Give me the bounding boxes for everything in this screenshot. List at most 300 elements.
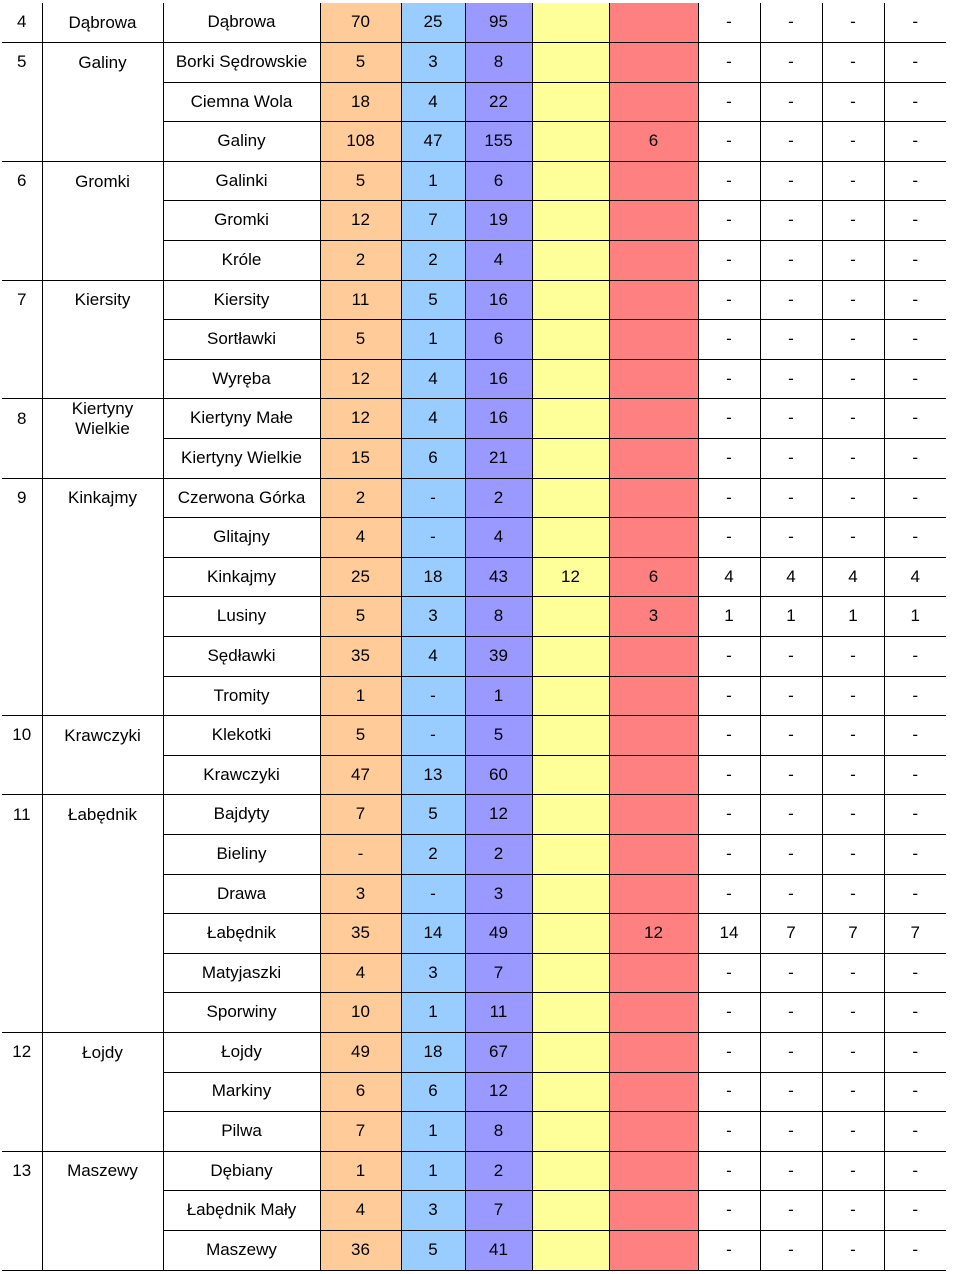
cell-number [2,439,42,479]
cell-value-c: 60 [465,755,532,795]
cell-value-i: - [884,478,946,518]
cell-value-d [532,597,609,637]
cell-value-a: 4 [320,1191,401,1231]
cell-value-d [532,953,609,993]
table-row [2,3,946,43]
cell-value-a: 7 [320,1112,401,1152]
cell-value-e [609,439,698,479]
cell-number: 11 [12,804,31,824]
cell-value-c: 11 [465,993,532,1033]
cell-value-e [609,399,698,439]
cell-village: Sędławki [163,637,320,677]
cell-village: Sortławki [163,320,320,360]
cell-value-c: 39 [465,637,532,677]
cell-value-a: 7 [320,795,401,835]
cell-value-f: - [698,478,760,518]
cell-value-b: - [401,478,465,518]
cell-number [2,518,42,558]
table-row [2,597,946,637]
table-row [2,993,946,1033]
cell-value-f: - [698,359,760,399]
table-row [2,359,946,399]
table-row [2,320,946,360]
cell-value-e [609,43,698,83]
cell-number [2,874,42,914]
cell-value-h: - [822,1151,884,1191]
cell-value-c: 7 [465,1191,532,1231]
cell-sołectwo [42,834,163,874]
cell-number: 5 [17,52,27,72]
cell-value-f: - [698,399,760,439]
cell-number [2,1191,42,1231]
cell-value-e [609,241,698,281]
cell-value-b: - [401,676,465,716]
cell-value-b: 4 [401,82,465,122]
cell-sołectwo: Dąbrowa [42,3,163,43]
cell-value-g: - [760,161,822,201]
cell-value-h: - [822,359,884,399]
cell-value-e [609,676,698,716]
cell-value-h: - [822,122,884,162]
cell-village: Klekotki [163,716,320,756]
cell-value-g: - [760,280,822,320]
cell-value-d [532,1151,609,1191]
cell-value-d [532,1191,609,1231]
cell-value-b: 3 [401,597,465,637]
cell-village: Drawa [163,874,320,914]
cell-number: 9 [17,487,27,507]
cell-value-d [532,3,609,43]
cell-value-i: - [884,716,946,756]
cell-village: Borki Sędrowskie [163,43,320,83]
cell-value-d [532,874,609,914]
cell-sołectwo: Łabędnik [42,795,163,835]
cell-value-a: 3 [320,874,401,914]
cell-value-g: - [760,241,822,281]
table-row [2,874,946,914]
cell-value-i: 1 [884,597,946,637]
cell-value-b: - [401,716,465,756]
cell-value-b: 25 [401,3,465,43]
cell-value-d [532,43,609,83]
cell-value-b: 47 [401,122,465,162]
cell-value-g: - [760,1112,822,1152]
cell-village: Krawczyki [163,755,320,795]
cell-value-g: - [760,874,822,914]
cell-value-c: 8 [465,1112,532,1152]
table-row [2,280,946,320]
cell-value-b: - [401,874,465,914]
cell-value-e [609,320,698,360]
cell-sołectwo [42,201,163,241]
table-row [2,43,946,83]
cell-value-g: - [760,201,822,241]
cell-value-h: - [822,834,884,874]
cell-value-i: - [884,1072,946,1112]
cell-value-f: - [698,82,760,122]
cell-sołectwo [42,676,163,716]
cell-value-f: - [698,993,760,1033]
villages-table [2,3,946,1271]
cell-value-i: - [884,1191,946,1231]
table-row [2,82,946,122]
cell-value-h: - [822,3,884,43]
cell-value-b: 2 [401,241,465,281]
cell-number [2,1230,42,1270]
cell-value-h: - [822,993,884,1033]
cell-value-g: - [760,953,822,993]
cell-value-b: 4 [401,359,465,399]
cell-value-i: - [884,518,946,558]
cell-value-h: - [822,82,884,122]
cell-number [2,755,42,795]
table-row [2,1191,946,1231]
cell-value-c: 6 [465,161,532,201]
cell-value-b: 5 [401,1230,465,1270]
cell-value-i: 4 [884,557,946,597]
cell-value-d [532,716,609,756]
cell-value-c: 4 [465,241,532,281]
cell-value-d: 12 [532,557,609,597]
cell-value-i: - [884,43,946,83]
cell-value-c: 41 [465,1230,532,1270]
cell-value-c: 5 [465,716,532,756]
cell-sołectwo [42,1072,163,1112]
cell-value-b: 1 [401,1151,465,1191]
cell-value-a: 5 [320,597,401,637]
cell-value-f: - [698,637,760,677]
cell-village: Kiersity [163,280,320,320]
cell-value-e [609,3,698,43]
cell-value-f: - [698,716,760,756]
cell-value-f: 14 [698,914,760,954]
cell-value-c: 2 [465,834,532,874]
table-row [2,676,946,716]
cell-value-c: 7 [465,953,532,993]
cell-sołectwo [42,953,163,993]
table-row [2,1032,946,1072]
cell-value-h: - [822,399,884,439]
cell-value-a: 11 [320,280,401,320]
cell-village: Pilwa [163,1112,320,1152]
table-row [2,953,946,993]
cell-value-c: 16 [465,399,532,439]
cell-value-f: - [698,280,760,320]
cell-value-e [609,280,698,320]
cell-sołectwo [42,122,163,162]
cell-value-e [609,1230,698,1270]
cell-value-i: - [884,1112,946,1152]
cell-value-a: 35 [320,914,401,954]
cell-value-h: - [822,241,884,281]
cell-value-f: - [698,1072,760,1112]
cell-value-g: - [760,320,822,360]
cell-value-g: - [760,518,822,558]
cell-value-g: - [760,1151,822,1191]
cell-value-e [609,1072,698,1112]
cell-value-h: - [822,637,884,677]
table-body [2,3,946,1270]
cell-value-h: - [822,716,884,756]
cell-sołectwo [42,1191,163,1231]
cell-sołectwo [42,1112,163,1152]
cell-value-a: 70 [320,3,401,43]
cell-value-e [609,993,698,1033]
cell-value-b: 14 [401,914,465,954]
cell-value-i: - [884,241,946,281]
cell-value-g: - [760,478,822,518]
cell-value-g: - [760,1230,822,1270]
cell-value-c: 12 [465,795,532,835]
table-row [2,716,946,756]
cell-number: 6 [17,171,27,191]
cell-value-a: 2 [320,478,401,518]
cell-value-g: - [760,1032,822,1072]
cell-village: Lusiny [163,597,320,637]
cell-value-e [609,795,698,835]
cell-value-h: - [822,1191,884,1231]
cell-village: Sporwiny [163,993,320,1033]
cell-value-b: 4 [401,637,465,677]
cell-value-g: - [760,43,822,83]
cell-sołectwo: Krawczyki [42,716,163,756]
table-row [2,1072,946,1112]
cell-value-g: 1 [760,597,822,637]
cell-value-h: - [822,161,884,201]
cell-value-g: - [760,1072,822,1112]
cell-number: 13 [12,1160,32,1180]
cell-value-b: 3 [401,953,465,993]
cell-value-e [609,716,698,756]
cell-value-d [532,122,609,162]
cell-number [2,676,42,716]
cell-sołectwo: Kiersity [42,280,163,320]
cell-value-i: - [884,637,946,677]
cell-sołectwo [42,241,163,281]
cell-value-d [532,755,609,795]
cell-value-e [609,637,698,677]
cell-number [2,953,42,993]
cell-value-a: 12 [320,359,401,399]
cell-sołectwo [42,637,163,677]
cell-number: 12 [12,1042,32,1062]
cell-value-g: - [760,834,822,874]
cell-value-b: 1 [401,161,465,201]
cell-value-d [532,518,609,558]
cell-value-c: 21 [465,439,532,479]
cell-value-d [532,637,609,677]
cell-sołectwo [42,597,163,637]
cell-village: Łojdy [163,1032,320,1072]
cell-value-f: - [698,439,760,479]
cell-number [2,993,42,1033]
cell-value-b: 2 [401,834,465,874]
cell-value-a: 18 [320,82,401,122]
cell-sołectwo [42,557,163,597]
cell-value-b: 3 [401,43,465,83]
cell-sołectwo [42,518,163,558]
cell-value-h: - [822,320,884,360]
cell-sołectwo [42,874,163,914]
cell-value-f: - [698,795,760,835]
cell-value-b: 5 [401,795,465,835]
cell-value-e: 6 [609,122,698,162]
cell-value-f: - [698,1230,760,1270]
table-row [2,755,946,795]
cell-value-i: - [884,439,946,479]
cell-value-h: - [822,280,884,320]
cell-sołectwo: Galiny [42,43,163,83]
cell-value-g: - [760,993,822,1033]
cell-value-c: 16 [465,359,532,399]
cell-value-a: 36 [320,1230,401,1270]
cell-sołectwo [42,439,163,479]
cell-value-f: - [698,676,760,716]
cell-village: Dąbrowa [163,3,320,43]
cell-value-c: 16 [465,280,532,320]
cell-value-d [532,439,609,479]
cell-value-i: - [884,953,946,993]
cell-value-i: - [884,834,946,874]
cell-value-i: - [884,82,946,122]
cell-value-e [609,201,698,241]
cell-value-d [532,676,609,716]
cell-value-i: - [884,993,946,1033]
cell-number [2,834,42,874]
cell-value-c: 12 [465,1072,532,1112]
cell-village: Łabędnik [163,914,320,954]
cell-value-e [609,755,698,795]
cell-value-f: - [698,874,760,914]
table-row [2,399,946,439]
cell-value-c: 155 [465,122,532,162]
cell-value-d [532,993,609,1033]
cell-value-i: - [884,161,946,201]
cell-value-c: 19 [465,201,532,241]
cell-value-e [609,1151,698,1191]
table-row [2,122,946,162]
cell-value-e [609,82,698,122]
cell-value-g: - [760,716,822,756]
cell-value-b: 18 [401,557,465,597]
cell-number [2,122,42,162]
cell-value-f: - [698,241,760,281]
cell-value-h: 1 [822,597,884,637]
cell-value-i: - [884,1032,946,1072]
cell-village: Galinki [163,161,320,201]
cell-value-c: 8 [465,43,532,83]
table-row [2,637,946,677]
cell-number [2,82,42,122]
cell-value-f: - [698,320,760,360]
cell-value-a: 1 [320,676,401,716]
cell-value-a: 35 [320,637,401,677]
cell-sołectwo [42,359,163,399]
cell-value-b: 4 [401,399,465,439]
table-row [2,241,946,281]
cell-value-h: - [822,874,884,914]
cell-value-c: 1 [465,676,532,716]
cell-village: Kiertyny Wielkie [163,439,320,479]
cell-value-g: 4 [760,557,822,597]
cell-value-c: 3 [465,874,532,914]
cell-value-e: 3 [609,597,698,637]
cell-value-g: 7 [760,914,822,954]
cell-value-h: - [822,43,884,83]
cell-value-c: 2 [465,478,532,518]
cell-village: Bieliny [163,834,320,874]
cell-value-a: 1 [320,1151,401,1191]
cell-village: Bajdyty [163,795,320,835]
cell-value-a: 47 [320,755,401,795]
cell-value-b: 3 [401,1191,465,1231]
cell-value-c: 4 [465,518,532,558]
cell-value-e [609,478,698,518]
cell-value-d [532,280,609,320]
cell-value-f: - [698,201,760,241]
cell-value-h: - [822,439,884,479]
cell-value-f: - [698,953,760,993]
cell-value-d [532,914,609,954]
cell-value-d [532,1032,609,1072]
cell-value-a: - [320,834,401,874]
cell-value-h: - [822,201,884,241]
cell-value-c: 2 [465,1151,532,1191]
table-row [2,1112,946,1152]
cell-sołectwo [42,82,163,122]
cell-value-b: 1 [401,993,465,1033]
cell-village: Kinkajmy [163,557,320,597]
cell-value-i: - [884,874,946,914]
cell-value-b: 13 [401,755,465,795]
cell-number [2,1072,42,1112]
cell-sołectwo [42,320,163,360]
cell-village: Maszewy [163,1230,320,1270]
cell-value-a: 6 [320,1072,401,1112]
cell-number [2,914,42,954]
cell-sołectwo: Gromki [42,161,163,201]
cell-sołectwo: Kinkajmy [42,478,163,518]
cell-village: Ciemna Wola [163,82,320,122]
cell-value-h: - [822,1072,884,1112]
cell-value-g: - [760,755,822,795]
cell-value-d [532,359,609,399]
cell-value-g: - [760,3,822,43]
cell-value-g: - [760,1191,822,1231]
cell-value-i: - [884,676,946,716]
cell-value-f: - [698,1112,760,1152]
cell-number [2,241,42,281]
cell-sołectwo [42,1230,163,1270]
cell-value-f: - [698,161,760,201]
cell-value-a: 15 [320,439,401,479]
cell-sołectwo: Łojdy [42,1032,163,1072]
cell-value-e [609,359,698,399]
cell-value-a: 49 [320,1032,401,1072]
cell-value-i: - [884,399,946,439]
cell-value-i: 7 [884,914,946,954]
cell-value-i: - [884,280,946,320]
cell-value-g: - [760,637,822,677]
cell-value-c: 67 [465,1032,532,1072]
cell-value-h: - [822,676,884,716]
cell-value-h: - [822,1230,884,1270]
cell-value-d [532,1072,609,1112]
cell-village: Dębiany [163,1151,320,1191]
cell-value-c: 6 [465,320,532,360]
cell-value-i: - [884,201,946,241]
table-row [2,914,946,954]
